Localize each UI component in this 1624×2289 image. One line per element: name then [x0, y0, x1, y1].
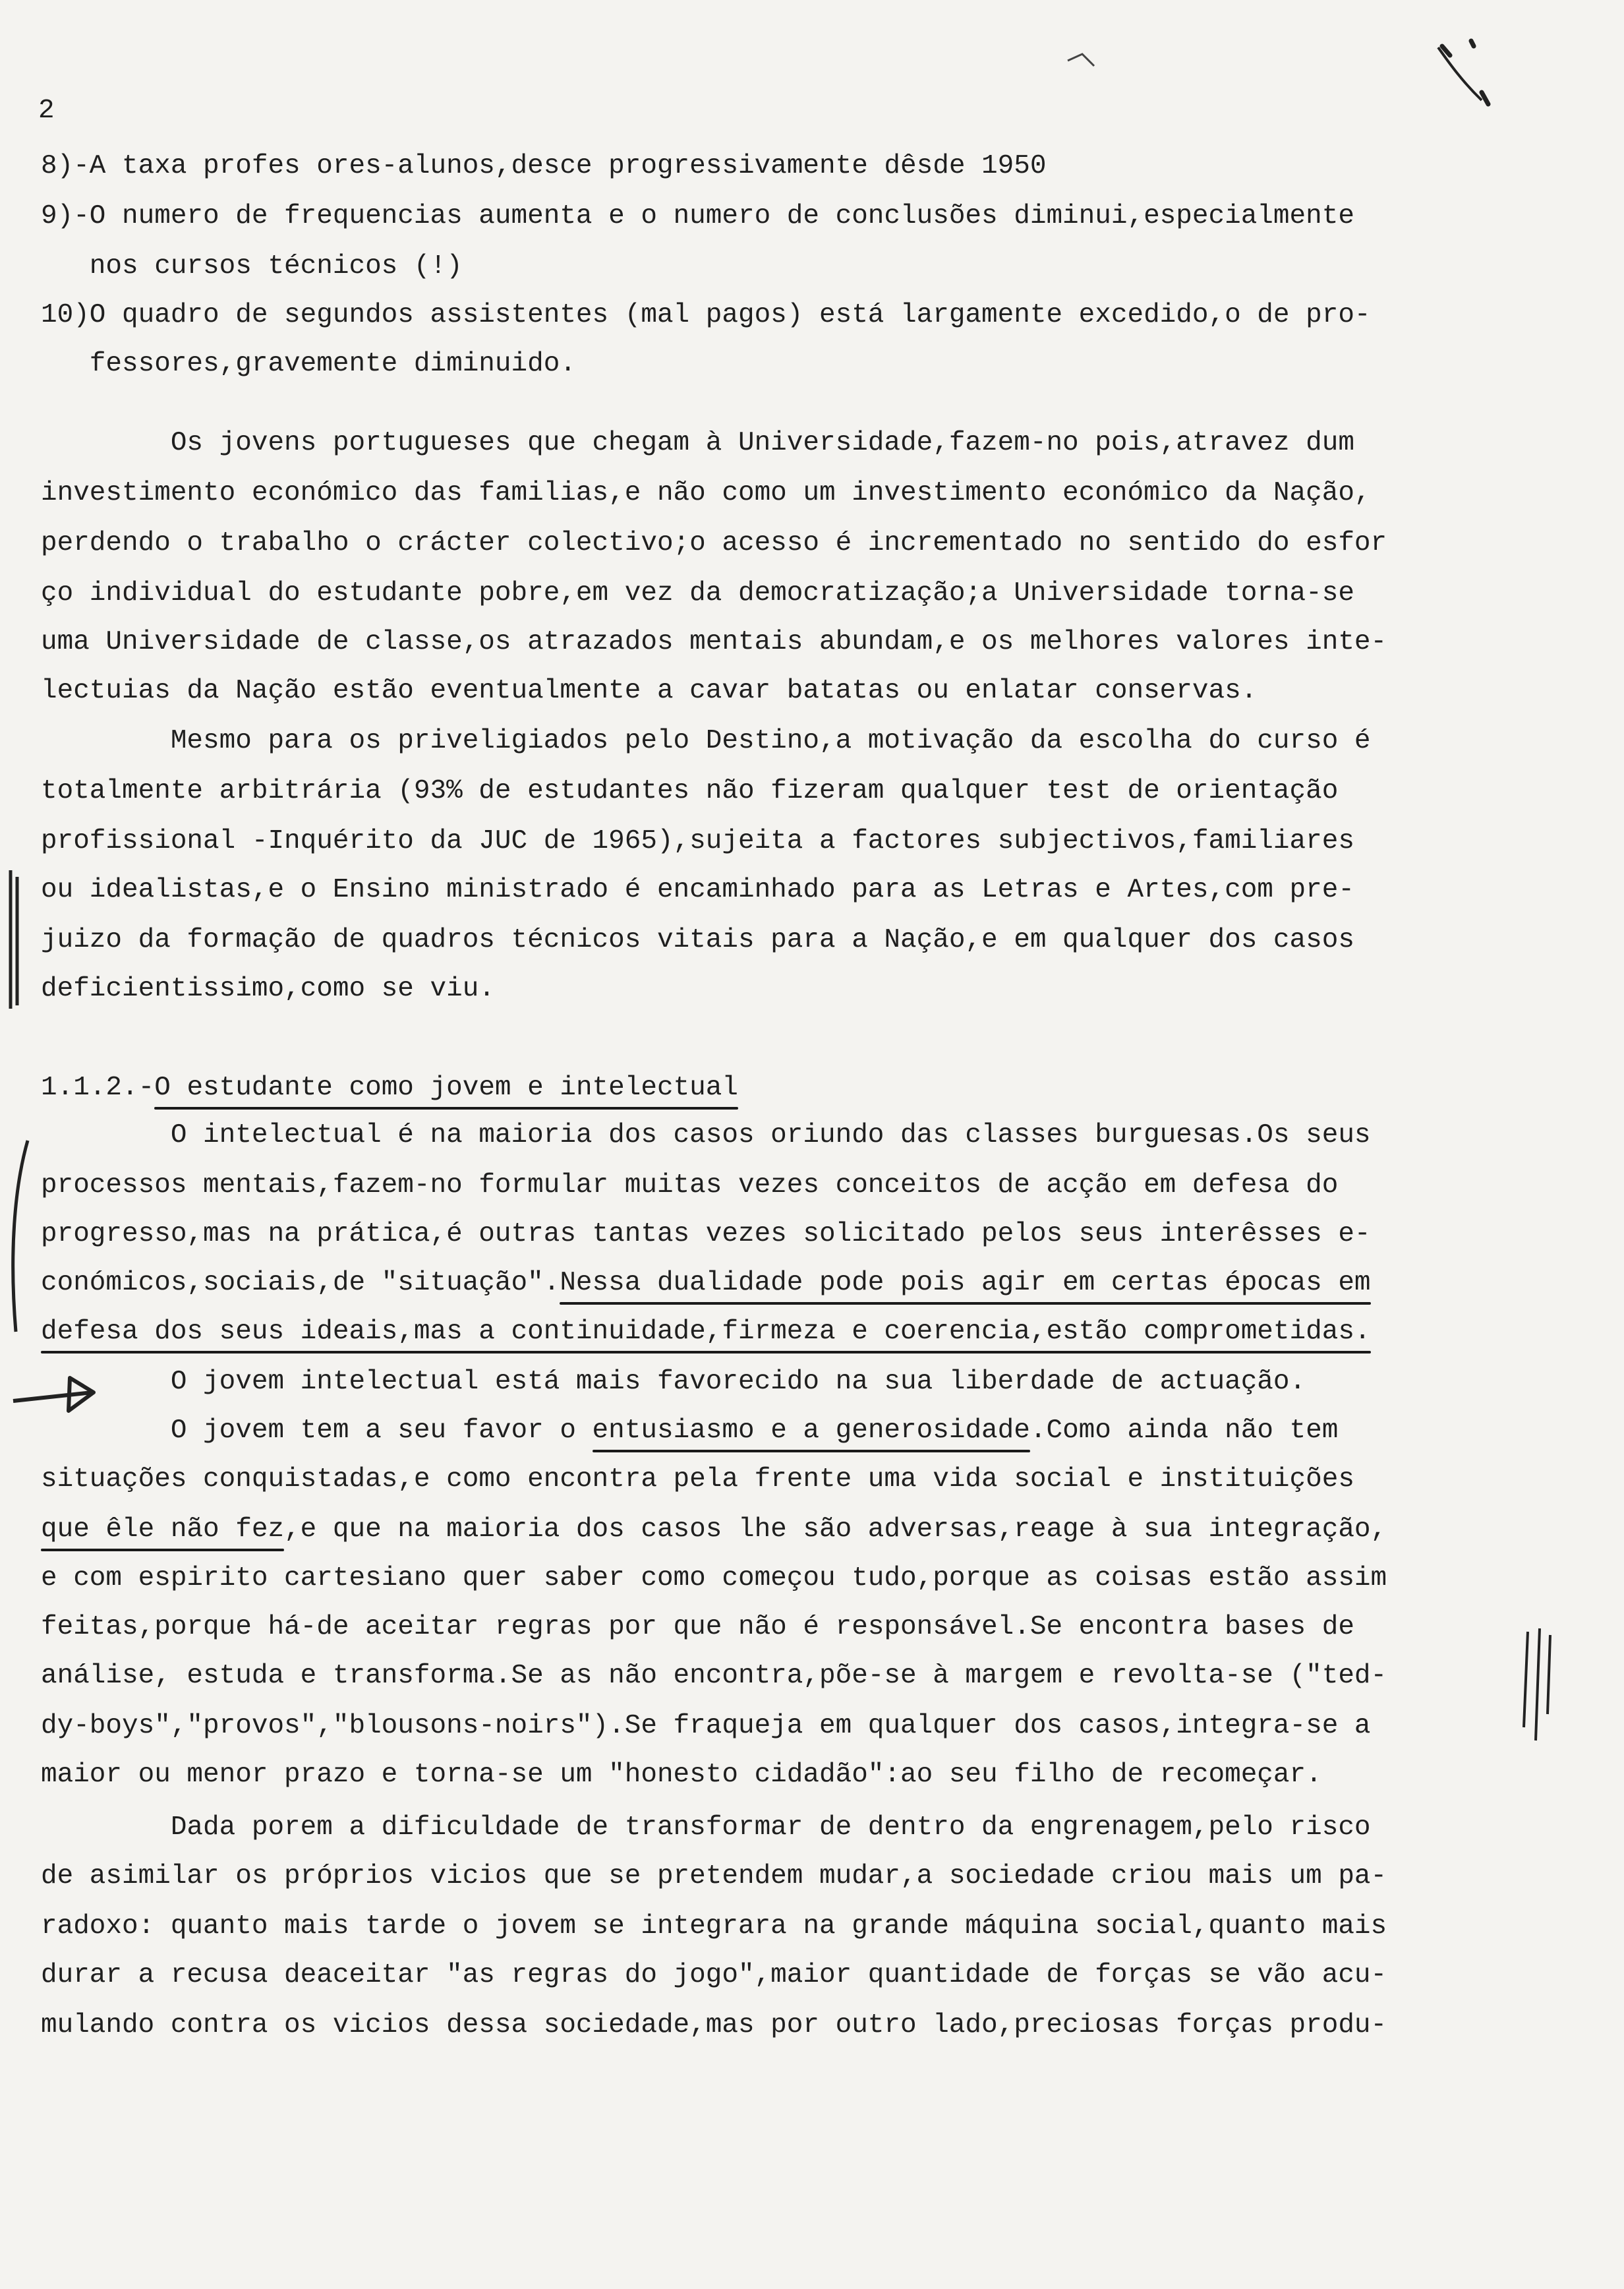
paragraph-line	[41, 1417, 1491, 1444]
section-number: 1.1.2.-	[41, 1073, 155, 1103]
paragraph-line: dy-boys","provos","blousons-noirs").Se fraqueja em qualquer dos casos,integra-se a	[41, 1711, 1371, 1741]
list-item: 9)-O numero de frequencias aumenta e o numero de conclusões diminui,especialmente	[41, 201, 1354, 231]
paragraph-line: totalmente arbitrária (93% de estudantes não fizeram qualquer test de orientação	[41, 776, 1339, 806]
margin-lines-icon	[1524, 1628, 1550, 1740]
paragraph-line: maior ou menor prazo e torna-se um "honesto cidadão":ao seu filho de recomeçar.	[41, 1760, 1322, 1790]
list-item: fessores,gravemente diminuido.	[41, 349, 576, 379]
paragraph-line: perdendo o trabalho o crácter colectivo;o acesso é incrementado no sentido do esfor	[41, 528, 1387, 558]
ink-speck-icon	[1068, 54, 1094, 66]
paragraph-line	[41, 1270, 1491, 1297]
paragraph-line	[41, 1319, 1491, 1346]
underlined-text: defesa dos seus ideais,mas a continuidade,firmeza e coerencia,estão comprometidas.	[41, 1317, 1371, 1347]
paragraph-line: Mesmo para os priveligiados pelo Destino,a motivação da escolha do curso é	[41, 726, 1371, 756]
text-run: ,e que na maioria dos casos lhe são adversas,reage à sua integração,	[284, 1514, 1387, 1545]
paragraph-line: situações conquistadas,e como encontra pela frente uma vida social e instituições	[41, 1464, 1354, 1495]
paragraph-line: O intelectual é na maioria dos casos oriundo das classes burguesas.Os seus	[41, 1120, 1371, 1150]
paragraph-line: Os jovens portugueses que chegam à Universidade,fazem-no pois,atravez dum	[41, 428, 1354, 458]
list-item: 8)-A taxa profes ores-alunos,desce progressivamente dêsde 1950	[41, 151, 1047, 181]
paragraph-line: O jovem intelectual está mais favorecido na sua liberdade de actuação.	[41, 1367, 1306, 1397]
paragraph-line: feitas,porque há-de aceitar regras por que não é responsável.Se encontra bases de	[41, 1612, 1354, 1642]
paragraph-line: mulando contra os vicios dessa sociedade,mas por outro lado,preciosas forças produ-	[41, 2010, 1387, 2040]
paragraph-line: de asimilar os próprios vicios que se pretendem mudar,a sociedade criou mais um pa-	[41, 1861, 1387, 1891]
list-item: nos cursos técnicos (!)	[41, 251, 463, 282]
underlined-text: Nessa dualidade pode pois agir em certas épocas em	[560, 1268, 1371, 1298]
paragraph-line: lectuias da Nação estão eventualmente a cavar batatas ou enlatar conservas.	[41, 676, 1258, 706]
margin-bracket-icon	[11, 870, 17, 1009]
paragraph-line: durar a recusa deaceitar "as regras do jogo",maior quantidade de forças se vão acu-	[41, 1960, 1387, 1990]
section-title: O estudante como jovem e intelectual	[154, 1073, 738, 1103]
page-number: 2	[38, 96, 55, 126]
paragraph-line: processos mentais,fazem-no formular muitas vezes conceitos de acção em defesa do	[41, 1170, 1339, 1201]
paragraph-line: e com espirito cartesiano quer saber como começou tudo,porque as coisas estão assim	[41, 1563, 1387, 1593]
paragraph-line: uma Universidade de classe,os atrazados mentais abundam,e os melhores valores inte-	[41, 627, 1387, 657]
section-heading	[41, 1075, 1491, 1102]
paragraph-line: ço individual do estudante pobre,em vez da democratização;a Universidade torna-se	[41, 578, 1354, 609]
paragraph-line: radoxo: quanto mais tarde o jovem se integrara na grande máquina social,quanto mais	[41, 1911, 1387, 1942]
text-run: O jovem tem a seu favor o	[41, 1415, 593, 1446]
paragraph-line	[41, 1516, 1491, 1543]
paragraph-line: ou idealistas,e o Ensino ministrado é encaminhado para as Letras e Artes,com pre-	[41, 875, 1354, 905]
paragraph-line: juizo da formação de quadros técnicos vitais para a Nação,e em qualquer dos casos	[41, 925, 1354, 955]
underlined-text: entusiasmo e a generosidade	[592, 1415, 1030, 1446]
paragraph-line: investimento económico das familias,e não como um investimento económico da Nação,	[41, 478, 1371, 508]
paragraph-line: progresso,mas na prática,é outras tantas vezes solicitado pelos seus interêsses e-	[41, 1219, 1371, 1249]
list-item: 10)O quadro de segundos assistentes (mal pagos) está largamente excedido,o de pro-	[41, 300, 1371, 330]
paragraph-line: Dada porem a dificuldade de transformar de dentro da engrenagem,pelo risco	[41, 1812, 1371, 1843]
margin-bracket-icon	[13, 1141, 28, 1332]
underlined-text: que êle não fez	[41, 1514, 285, 1545]
paragraph-line: profissional -Inquérito da JUC de 1965),sujeita a factores subjectivos,familiares	[41, 826, 1354, 856]
text-run: .Como ainda não tem	[1030, 1415, 1339, 1446]
paragraph-line: análise, estuda e transforma.Se as não encontra,põe-se à margem e revolta-se ("ted-	[41, 1661, 1387, 1691]
paragraph-line: deficientissimo,como se viu.	[41, 974, 495, 1004]
text-run: conómicos,sociais,de "situação".	[41, 1268, 560, 1298]
ink-speck-icon	[1442, 41, 1488, 104]
